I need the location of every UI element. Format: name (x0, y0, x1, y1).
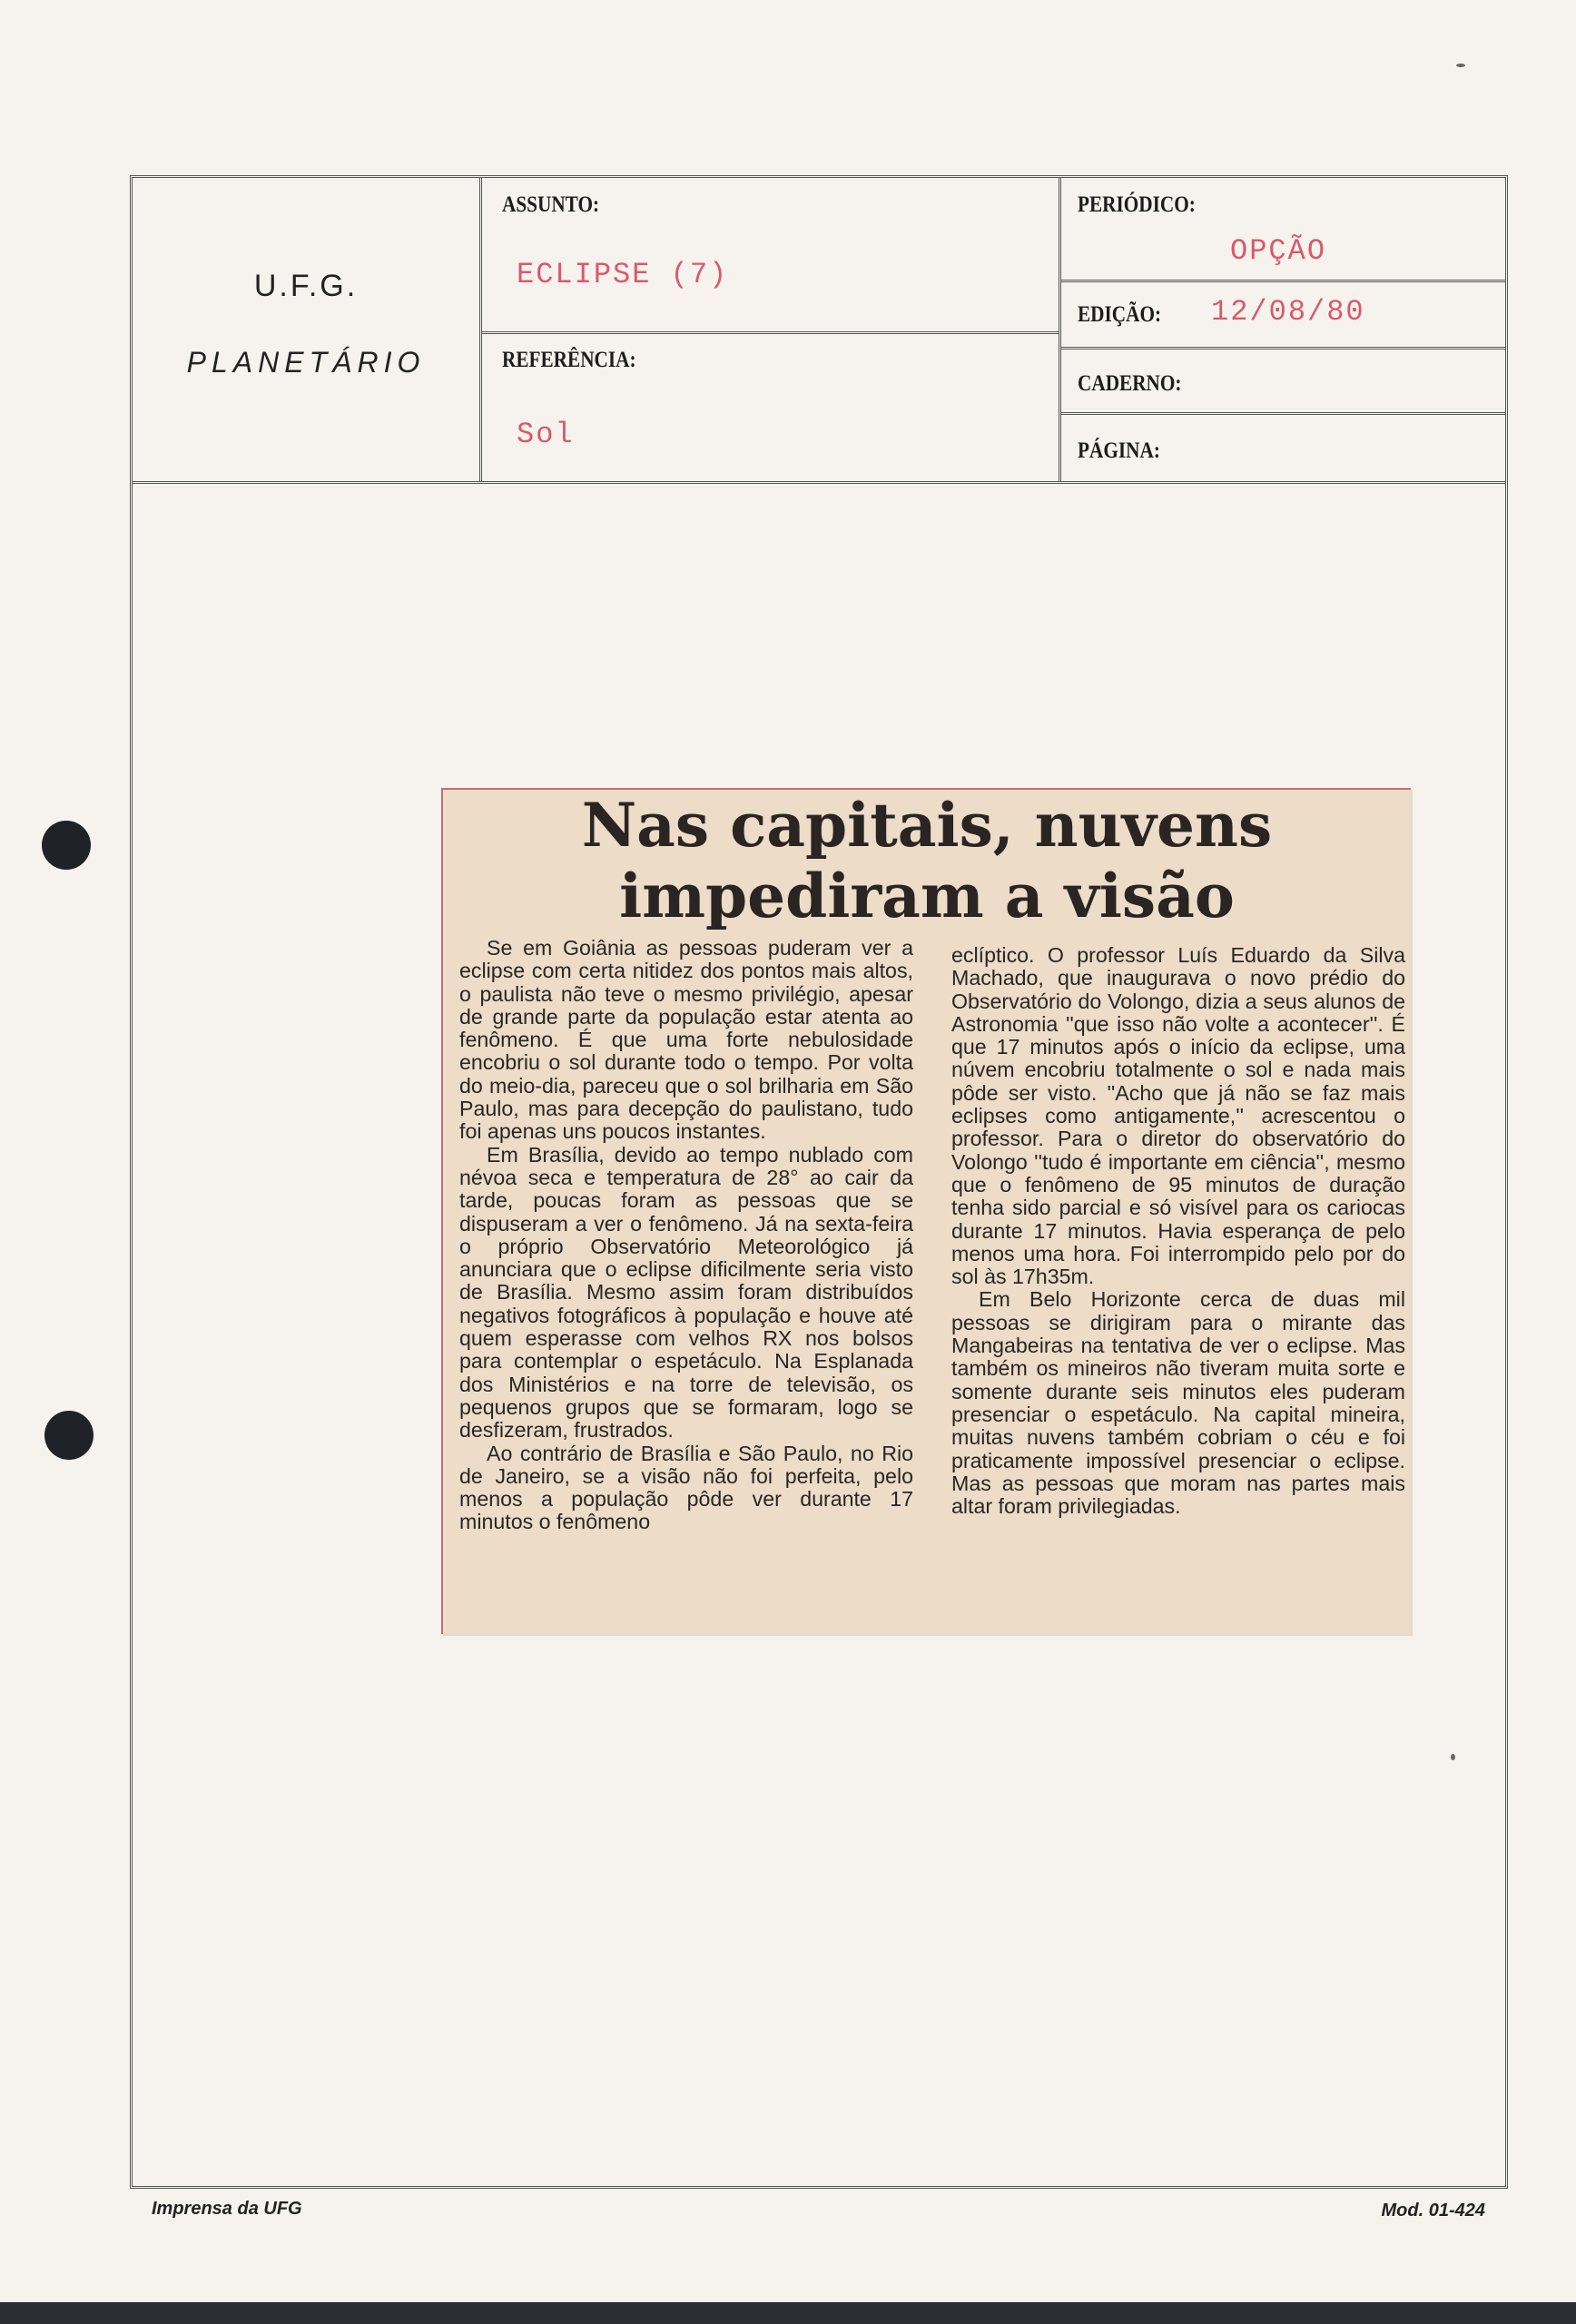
article-paragraph: eclíptico. O professor Luís Eduardo da Silva Machado, que inaugurava o novo prédio do Observatório do Volongo, dizia a seus alunos de Astronomia ''que isso não volte a acontecer''. É que 17 minutos após o início da eclipse, uma núvem encobriu totalmente o sol e nada mais pôde ser visto. ''Acho que já não se faz mais eclipses como antigamente,'' acrescentou o professor. Para o diretor do observatório do Volongo ''tudo é importante em ciência'', mesmo que o fenômeno de 95 minutos de duração tenha sido parcial e só visível para os cariocas durante 17 minutos. Havia esperança de pelo menos uma hora. Foi interrompido pelo por do sol às 17h35m. (951, 943, 1405, 1289)
periodico-value: OPÇÃO (1230, 234, 1327, 268)
edicao-value: 12/08/80 (1211, 295, 1365, 329)
department-name: PLANETÁRIO (186, 346, 426, 379)
article-paragraph: Ao contrário de Brasília e São Paulo, no Rio de Janeiro, se a visão não foi perfeita, pelo menos a população pôde ver durante 17 minutos o fenômeno (459, 1441, 913, 1534)
article-paragraph: Em Belo Horizonte cerca de duas mil pessoas se dirigiram para o mirante das Mangabeiras na tentativa de ver o eclipse. Mas também os mineiros não tiveram muita sorte e somente durante seis minutos eles puderam presenciar o espetáculo. Na capital mineira, muitas nuvens também cobriam o céu e foi praticamente impossível presenciar o eclipse. Mas as pessoas que moram nas partes mais altar foram privilegiadas. (951, 1287, 1405, 1519)
referencia-cell (482, 334, 1059, 481)
paper-speck (1456, 64, 1465, 67)
pagina-cell (1061, 415, 1505, 481)
edicao-cell (1061, 282, 1505, 350)
newspaper-clipping (441, 788, 1411, 1634)
article-column-left (459, 937, 913, 1534)
article-headline (443, 790, 1411, 931)
referencia-value: Sol (517, 418, 575, 451)
periodical-column (1061, 178, 1505, 481)
headline-line-2: impediram a visão (619, 861, 1235, 931)
caderno-label: CADERNO: (1078, 371, 1182, 396)
periodico-label: PERIÓDICO: (1078, 192, 1196, 217)
assunto-label: ASSUNTO: (502, 192, 600, 217)
edicao-label: EDIÇÃO: (1078, 302, 1162, 327)
institution-name: U.F.G. (253, 269, 359, 303)
subject-column (482, 178, 1061, 481)
form-header (133, 178, 1505, 484)
footer-form-code: Mod. 01-424 (1381, 2201, 1485, 2221)
assunto-cell (482, 178, 1059, 334)
binder-hole-top (42, 821, 91, 870)
referencia-label: REFERÊNCIA: (502, 348, 636, 372)
footer-publisher: Imprensa da UFG (152, 2199, 302, 2219)
institution-cell (133, 178, 482, 481)
article-column-right (951, 944, 1405, 1518)
caderno-cell (1061, 350, 1505, 415)
headline-line-1: Nas capitais, nuvens (581, 790, 1273, 861)
assunto-value: ECLIPSE (7) (517, 258, 729, 291)
pagina-label: PÁGINA: (1078, 438, 1160, 463)
periodico-cell (1061, 178, 1505, 282)
binder-hole-bottom (44, 1411, 94, 1460)
article-paragraph: Em Brasília, devido ao tempo nublado com névoa seca e temperatura de 28° ao cair da tarde, poucas foram as pessoas que se dispuseram a ver o fenômeno. Já na sexta-feira o próprio Observatório Meteorológico já anunciara que o eclipse dificilmente seria visto de Brasília. Mesmo assim foram distribuídos negativos fotográficos à população e houve até quem esperasse com velhos RX nos bolsos para contemplar o espetáculo. Na Esplanada dos Ministérios e na torre de televisão, os pequenos grupos que se formaram, logo se desfizeram, frustrados. (459, 1142, 913, 1443)
article-paragraph: Se em Goiânia as pessoas puderam ver a eclipse com certa nitidez dos pontos mais altos, o paulista não teve o mesmo privilégio, apesar de grande parte da população estar atenta ao fenômeno. É que uma forte nebulosidade encobriu o sol durante todo o tempo. Por volta do meio-dia, pareceu que o sol brilharia em São Paulo, mas para decepção do paulistano, tudo foi apenas uns poucos instantes. (459, 936, 913, 1144)
